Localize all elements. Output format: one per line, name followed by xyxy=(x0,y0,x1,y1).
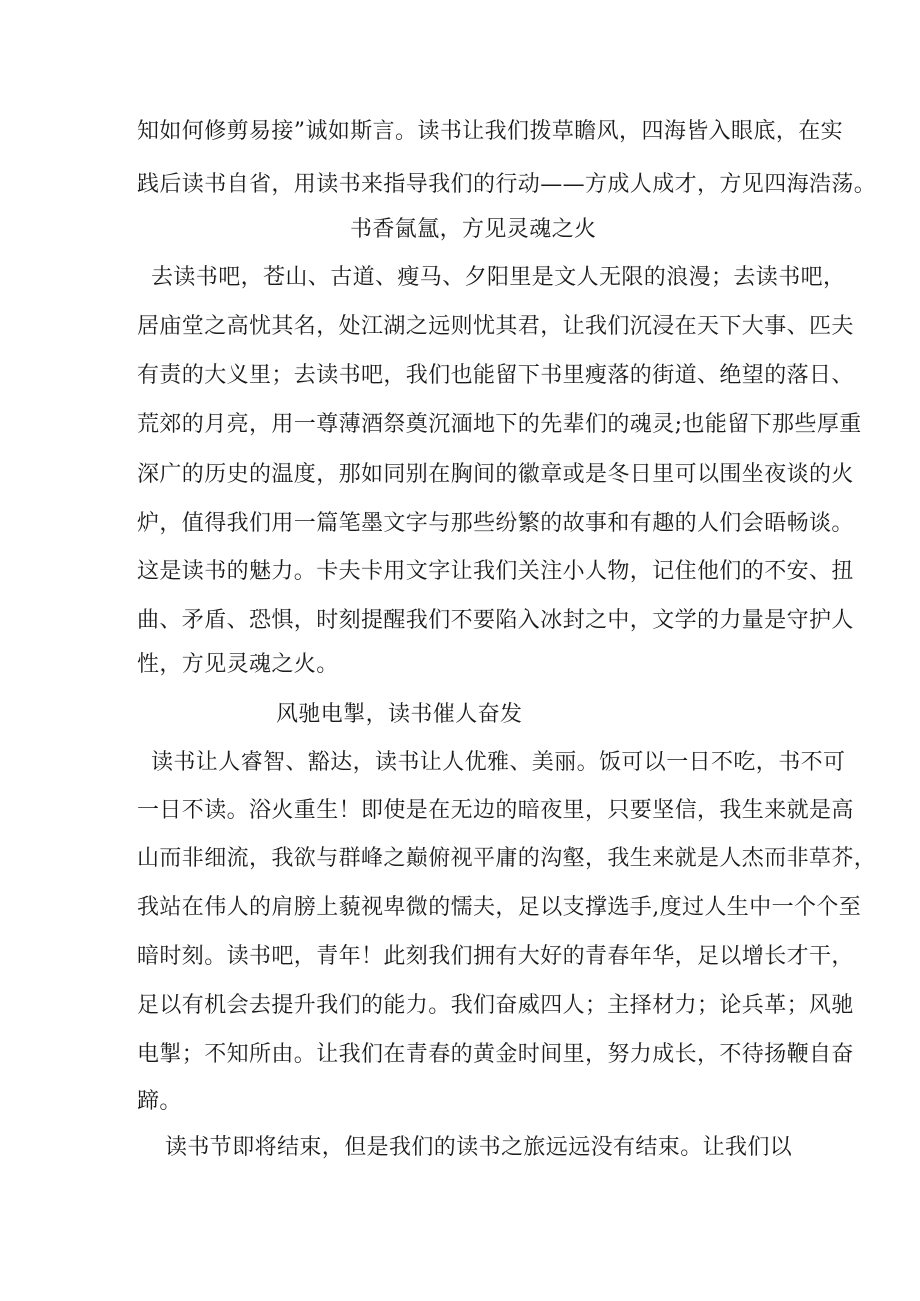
section-heading: 风驰电掣，读书催人奋发 xyxy=(276,702,523,727)
text-line: 电掣；不知所由。让我们在青春的黄金时间里，努力成长，不待扬鞭自奋 xyxy=(137,1042,854,1067)
text-line: 这是读书的魅力。卡夫卡用文字让我们关注小人物，记住他们的不安、扭 xyxy=(137,559,854,584)
section-heading: 书香氤氲，方见灵魂之火 xyxy=(350,217,597,242)
text-line: 性，方见灵魂之火。 xyxy=(137,652,339,677)
text-line: 践后读书自省，用读书来指导我们的行动——方成人成才，方见四海浩荡。 xyxy=(137,172,877,197)
text-line: 读书让人睿智、豁达，读书让人优雅、美丽。饭可以一日不吃，书不可 xyxy=(151,750,846,775)
text-line: 我站在伟人的肩膀上藐视卑微的懦夫，足以支撑选手,度过人生中一个个至 xyxy=(137,895,862,920)
text-line: 读书节即将结束，但是我们的读书之旅远远没有结束。让我们以 xyxy=(165,1135,793,1160)
text-line: 炉，值得我们用一篇笔墨文字与那些纷繁的故事和有趣的人们会晤畅谈。 xyxy=(137,511,854,536)
text-line: 知如何修剪易接”诚如斯言。读书让我们拨草瞻风，四海皆入眼底，在实 xyxy=(137,119,844,144)
text-line: 深广的历史的温度，那如同别在胸间的徽章或是冬日里可以围坐夜谈的火 xyxy=(137,462,854,487)
text-line: 曲、矛盾、恐惧，时刻提醒我们不要陷入冰封之中，文学的力量是守护人 xyxy=(137,608,854,633)
text-line: 一日不读。浴火重生！即使是在无边的暗夜里，只要坚信，我生来就是高 xyxy=(137,798,854,823)
text-line: 足以有机会去提升我们的能力。我们奋威四人；主择材力；论兵革；风驰 xyxy=(137,993,854,1018)
text-line: 去读书吧，苍山、古道、瘦马、夕阳里是文人无限的浪漫；去读书吧， xyxy=(151,265,846,290)
text-line: 有责的大义里；去读书吧，我们也能留下书里瘦落的街道、绝望的落日、 xyxy=(137,363,854,388)
text-line: 山而非细流，我欲与群峰之巅俯视平庸的沟壑，我生来就是人杰而非草芥， xyxy=(137,846,877,871)
text-line: 暗时刻。读书吧，青年！此刻我们拥有大好的青春年华，足以增长才干， xyxy=(137,944,854,969)
text-line: 居庙堂之高忧其名，处江湖之远则忧其君，让我们沉浸在天下大事、匹夫 xyxy=(137,314,854,339)
text-line: 蹄。 xyxy=(137,1089,182,1114)
text-line: 荒郊的月亮，用一尊薄酒祭奠沉湎地下的先辈们的魂灵;也能留下那些厚重 xyxy=(137,412,862,437)
